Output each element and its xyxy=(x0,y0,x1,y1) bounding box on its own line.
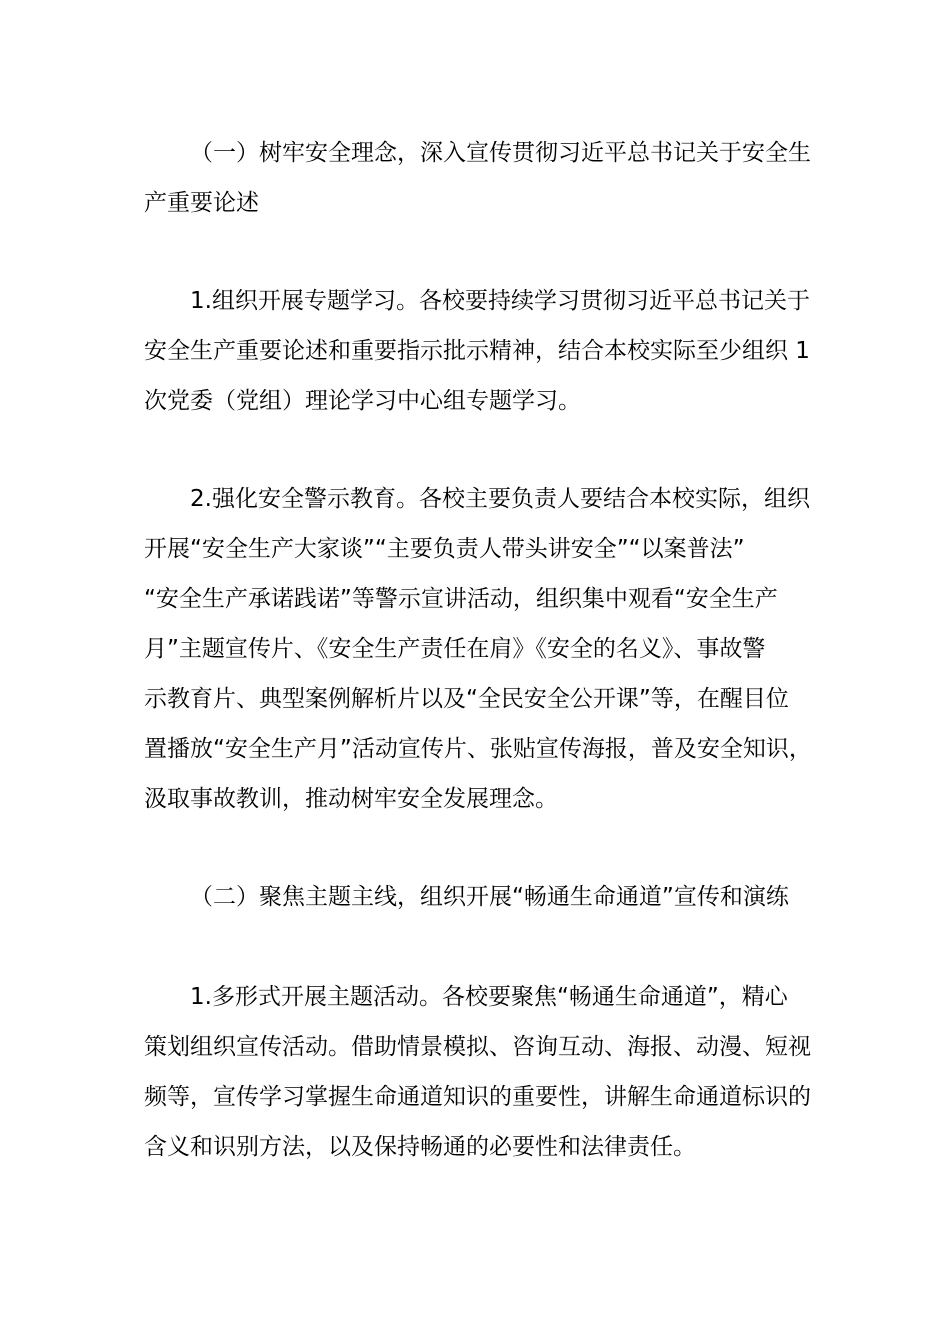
paragraph-line: 汲取事故教训，推动树牢安全发展理念。 xyxy=(144,786,558,812)
section-heading-2 xyxy=(144,872,810,922)
paragraph-line: 2.强化安全警示教育。各校主要负责人要结合本校实际，组织 xyxy=(190,486,810,512)
paragraph-line: （二）聚焦主题主线，组织开展“畅通生命通道”宣传和演练 xyxy=(190,884,789,910)
paragraph-line: 频等，宣传学习掌握生命通道知识的重要性，讲解生命通道标识的 xyxy=(144,1084,811,1110)
paragraph-line: 次党委（党组）理论学习中心组专题学习。 xyxy=(144,388,581,414)
paragraph-1-2 xyxy=(144,474,810,824)
paragraph-line: 1.组织开展专题学习。各校要持续学习贯彻习近平总书记关于 xyxy=(190,288,810,314)
paragraph-line: 策划组织宣传活动。借助情景模拟、咨询互动、海报、动漫、短视 xyxy=(144,1034,811,1060)
paragraph-line: “安全生产承诺践诺”等警示宣讲活动，组织集中观看“安全生产 xyxy=(144,586,778,612)
paragraph-line: 示教育片、典型案例解析片以及“全民安全公开课”等，在醒目位 xyxy=(144,686,789,712)
paragraph-line: 月”主题宣传片、《安全生产责任在肩》《安全的名义》、事故警 xyxy=(144,636,766,662)
paragraph-line: 1.多形式开展主题活动。各校要聚焦“畅通生命通道”，精心 xyxy=(190,984,788,1010)
paragraph-line: 安全生产重要论述和重要指示批示精神，结合本校实际至少组织 1 xyxy=(144,338,810,364)
paragraph-line: 开展“安全生产大家谈”“主要负责人带头讲安全”“以案普法” xyxy=(144,536,745,562)
paragraph-line: （一）树牢安全理念，深入宣传贯彻习近平总书记关于安全生 xyxy=(190,140,811,166)
section-heading-1 xyxy=(144,128,810,228)
paragraph-line: 置播放“安全生产月”活动宣传片、张贴宣传海报，普及安全知识， xyxy=(144,736,812,762)
paragraph-line: 含义和识别方法，以及保持畅通的必要性和法律责任。 xyxy=(144,1134,696,1160)
paragraph-2-1 xyxy=(144,972,810,1172)
paragraph-1-1 xyxy=(144,276,810,426)
paragraph-line: 产重要论述 xyxy=(144,190,259,216)
